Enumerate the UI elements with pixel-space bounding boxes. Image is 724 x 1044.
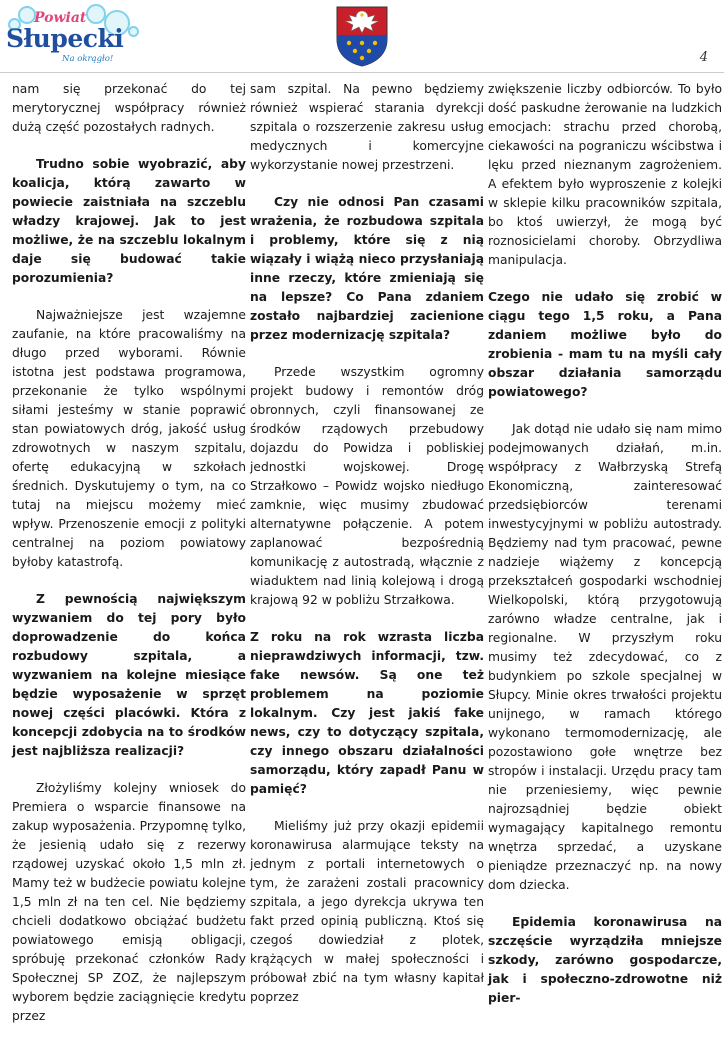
logo-powiat-text: Powiat [34, 10, 87, 26]
text-column-3 [488, 80, 722, 1026]
header-divider [0, 72, 724, 73]
question-paragraph: Czy nie odnosi Pan czasami wrażenia, że rozbudowa szpitala i problemy, które się z nią wiązały i wiążą nieco przysłaniają inne rzeczy, które zmieniają się na lepsze? Co Pana zdaniem zostało najbardziej zacienione przez modernizację szpitala? [250, 195, 484, 342]
coat-of-arms-icon [335, 5, 389, 67]
paragraph: nam się przekonać do tej merytorycznej współpracy również dużą część pozostałych radnych. [12, 82, 246, 134]
text-column-2 [250, 80, 484, 1025]
question-paragraph: Epidemia koronawirusa na szczęście wyrządziła mniejsze szkody, zarówno gospodarcze, jak i społeczno-zdrowotne niż pier- [488, 915, 722, 1005]
answer-paragraph: Złożyliśmy kolejny wniosek do Premiera o wsparcie finansowe na zakup wyposażenia. Przypomnę tylko, że jesienią udało się z rezerwy rządowej uzyskać około 1,5 mln zł. Mamy też w budżecie powiatu kolejne 1,5 mln zł na ten cel. Nie będziemy chcieli dodatkowo obciążać budżetu powiatowego emisją obligacji, spróbuję przekonać członków Rady Społecznej SP ZOZ, że najlepszym wyborem będzie zaciągnięcie kredytu przez [12, 781, 246, 1023]
page-number: 4 [699, 50, 708, 65]
question-paragraph: Trudno sobie wyobrazić, aby koalicja, którą zawarto w powiecie zaistniała na szczeblu władzy krajowej. Jak to jest możliwe, że na szczeblu lokalnym daje się budować takie porozumienia? [12, 157, 246, 285]
logo-bubble-icon [128, 26, 139, 37]
question-paragraph: Z roku na rok wzrasta liczba nieprawdziwych informacji, tzw. fake newsów. Są one też problemem na poziomie lokalnym. Czy jest jakiś fake news, czy to dotyczący szpitala, czy innego obszaru działalności samorządu, który zapadł Panu w pamięć? [250, 630, 484, 796]
paragraph: sam szpital. Na pewno będziemy również wspierać starania dyrekcji szpitala o rozszerzenie zakresu usług medycznych i komercyjne wykorzystanie nowej przestrzeni. [250, 82, 484, 172]
logo-bubble-icon [86, 4, 106, 24]
answer-paragraph: Przede wszystkim ogromny projekt budowy i remontów dróg obronnych, czyli finansowanej ze środków rządowych przebudowy dojazdu do Powidza i pobliskiej jednostki wojskowej. Drogę Strzałkowo – Powidz wojsko niedługo zamknie, więc musimy zbudować alternatywne połączenie. A potem zaplanować bezpośrednią komunikację z autostradą, włącznie z wiaduktem nad linią kolejową i drogą krajową 92 w pobliżu Strzałkowa. [250, 365, 484, 607]
text-column-1 [12, 80, 246, 1044]
logo-name-text: Słupecki [6, 24, 124, 53]
page-header [0, 0, 724, 75]
answer-paragraph: Najważniejsze jest wzajemne zaufanie, na które pracowaliśmy na długo przed wyborami. Równie istotna jest podstawa programowa, przekonanie że tylko wspólnymi siłami jesteśmy w stanie poprawić stan powiatowych dróg, jakość usług zdrowotnych w naszym szpitalu, ofertę edukacyjną w szkołach średnich. Dyskutujemy o tym, na co tutaj na miejscu możemy mieć wpływ. Przenoszenie emocji z polityki centralnej na poziom powiatowy byłoby katastrofą. [12, 308, 246, 569]
powiat-slupecki-logo [6, 4, 136, 66]
answer-paragraph: Jak dotąd nie udało się nam mimo podejmowanych działań, m.in. współpracy z Wałbrzyską Strefą Ekonomiczną, zainteresować przedsiębiorców terenami inwestycyjnymi w pobliżu autostrady. Będziemy nad tym pracować, pewne nadzieje wiążemy z koncepcją przekształceń gospodarki wschodniej Wielkopolski, którą przygotowują zarówno władze centralne, jak i regionalne. W przyszłym roku musimy też zdecydować, co z budynkiem po szkole specjalnej w Słupcy. Minie okres trwałości projektu unijnego, w ramach którego wykonano termomodernizację, ale pozostawiono gołe wnętrze bez stropów i instalacji. Urzędu pracy tam nie przeniesiemy, więc pewnie najrozsądniej będzie obiekt wymagający kapitalnego remontu wnętrza sprzedać, a uzyskane pieniądze przeznaczyć np. na nowy dom dziecka. [488, 422, 722, 892]
question-paragraph: Z pewnością największym wyzwaniem do tej pory było doprowadzenie do końca rozbudowy szpitala, a wyzwaniem na kolejne miesiące będzie wyposażenie w sprzęt nowej części placówki. Która z koncepcji zdobycia na to środków jest najbliższa realizacji? [12, 592, 246, 758]
logo-tagline: Na okrągło! [62, 54, 114, 64]
answer-paragraph: Mieliśmy już przy okazji epidemii koronawirusa alarmujące teksty na jednym z portali internetowych o tym, że zarażeni zostali pracownicy szpitala, a jego dyrekcja ukrywa ten fakt przed opinią publiczną. Ktoś się czegoś dowiedział z plotek, krążących w małej społeczności i próbował zbić na tym własny kapitał poprzez [250, 819, 484, 1004]
paragraph: zwiększenie liczby odbiorców. To było dość paskudne żerowanie na ludzkich emocjach: strachu przed chorobą, ciekawości na pograniczu wścibstwa i lęku przed nieznanym zagrożeniem. A efektem było wyproszenie z kolejki w sklepie kilku pracowników szpitala, bo ktoś uwierzył, że mogą być roznosicielami choroby. Obrzydliwa manipulacja. [488, 82, 722, 267]
question-paragraph: Czego nie udało się zrobić w ciągu tego 1,5 roku, a Pana zdaniem możliwe było do zrobienia - mam tu na myśli cały obszar działania samorządu powiatowego? [488, 290, 722, 399]
